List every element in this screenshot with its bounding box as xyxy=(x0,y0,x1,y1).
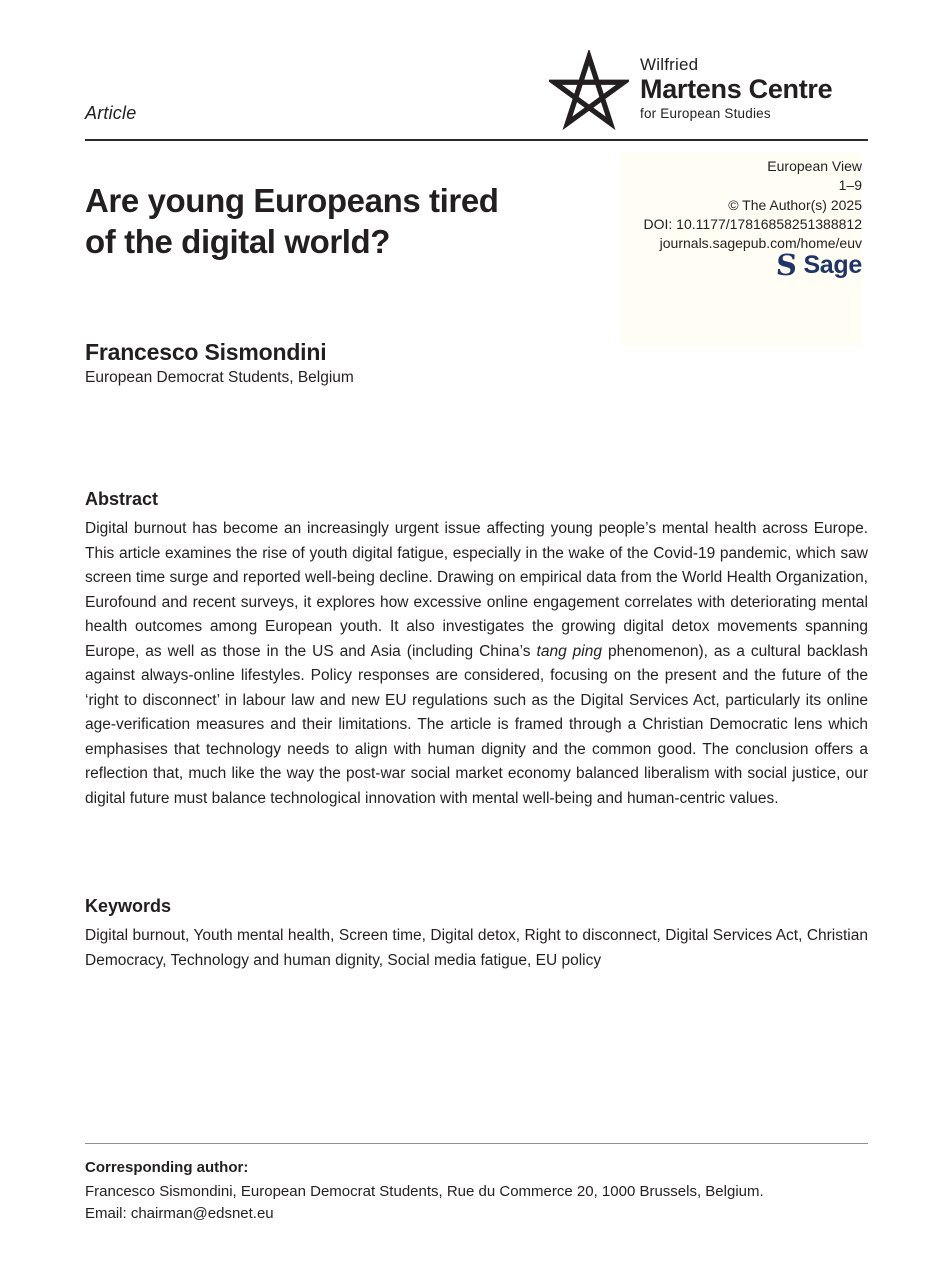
sage-logo xyxy=(775,248,862,282)
article-type-label: Article xyxy=(85,103,137,123)
doi-line: DOI: 10.1177/17816858251388812 xyxy=(643,215,862,232)
title-line-2: of the digital world? xyxy=(85,223,391,260)
abstract-text-part-2: phenomenon), as a cultural backlash against always-online lifestyles. Policy responses are considered, focusing on the present and the future of the ‘right to disconnect’ in labour law and new EU regulations such as the Digital Services Act, particularly its online age-verification measures and their limitations. The article is framed through a Christian Democratic lens which emphasises that technology needs to align with human dignity and the common good. The conclusion offers a reflection that, much like the way the post-war social market economy balanced liberalism with social justice, our digital future must balance technological innovation with mental well-being and human-centric values. xyxy=(85,642,868,807)
author-affiliation: European Democrat Students, Belgium xyxy=(85,369,354,386)
abstract-italic-phrase: tang ping xyxy=(536,642,602,660)
header-rule xyxy=(85,139,868,141)
journal-info-block xyxy=(644,157,863,253)
sage-wordmark: Sage xyxy=(803,251,862,279)
sage-s-icon: S xyxy=(775,248,799,282)
abstract-heading: Abstract xyxy=(85,489,159,509)
journal-url: journals.sagepub.com/home/euv xyxy=(659,235,862,252)
journal-name: European View xyxy=(767,158,862,174)
copyright-line: © The Author(s) 2025 xyxy=(728,196,862,213)
martens-centre-wordmark xyxy=(640,56,832,121)
keywords-text: Digital burnout, Youth mental health, Screen time, Digital detox, Right to disconnect, Digital Services Act, Christian Democracy, Technology and human dignity, Social media fatigue, EU policy xyxy=(85,927,868,969)
corresponding-author-email: Email: chairman@edsnet.eu xyxy=(85,1205,274,1222)
publisher-name-top: Wilfried xyxy=(640,55,699,74)
page-range: 1–9 xyxy=(838,177,862,194)
footer-rule xyxy=(85,1143,868,1144)
martens-centre-star-icon xyxy=(549,50,629,134)
title-line-1: Are young Europeans tired xyxy=(85,182,499,219)
abstract-text xyxy=(85,517,868,811)
publisher-name-sub: for European Studies xyxy=(640,106,771,121)
keywords-heading: Keywords xyxy=(85,896,172,916)
corresponding-author-heading: Corresponding author: xyxy=(85,1159,249,1176)
author-name: Francesco Sismondini xyxy=(85,339,327,365)
abstract-text-part-1: Digital burnout has become an increasingly urgent issue affecting young people’s mental health across Europe. This article examines the rise of youth digital fatigue, especially in the wake of the Covid-19 pandemic, which saw screen time surge and reported well-being decline. Drawing on empirical data from the World Health Organization, Eurofound and recent surveys, it explores how excessive online engagement correlates with deteriorating mental health outcomes among European youth. It also investigates the growing digital detox movements spanning Europe, as well as those in the US and Asia (including China’s xyxy=(85,520,868,660)
page-title xyxy=(85,180,499,262)
publisher-name-main: Martens Centre xyxy=(640,74,833,104)
corresponding-author-address: Francesco Sismondini, European Democrat Students, Rue du Commerce 20, 1000 Brussels, Belgium. xyxy=(85,1183,764,1200)
